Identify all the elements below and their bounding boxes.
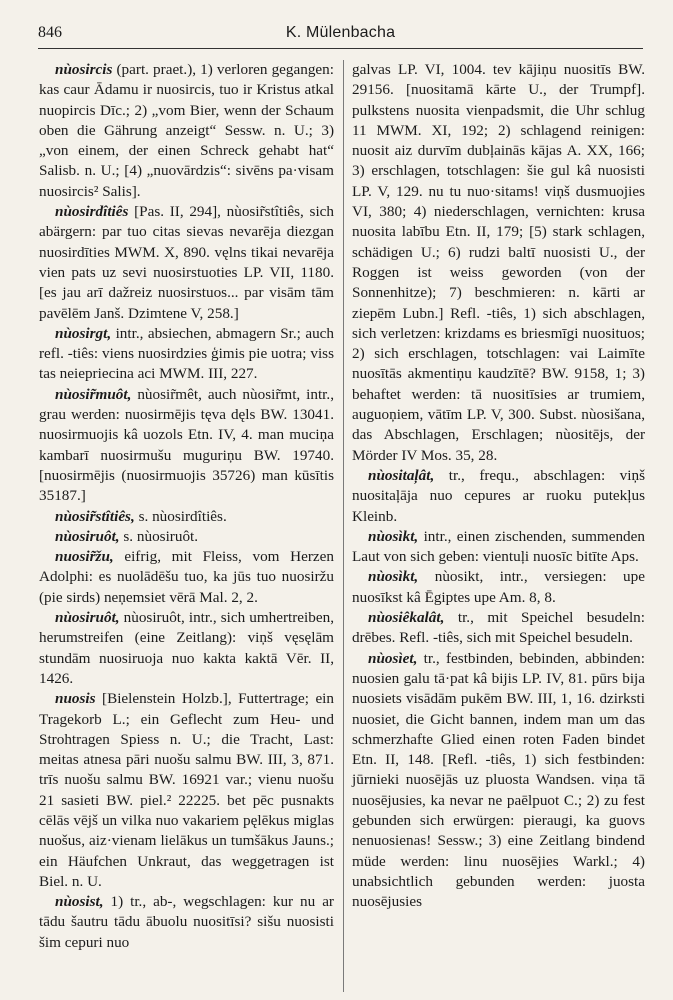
entry-text: intr., einen zischenden, summenden Laut von sich geben: vientuļi nuosīc bitīte Aps. xyxy=(352,527,649,566)
entry-headword: nùosìet, xyxy=(368,649,418,667)
entry-headword: nùosìkt, xyxy=(368,527,419,545)
dictionary-entry xyxy=(39,608,338,689)
right-column xyxy=(352,60,649,990)
entry-headword: nùosìkt, xyxy=(368,568,419,586)
dictionary-entry xyxy=(352,567,649,608)
entry-text: tr., festbinden, bebinden, abbinden: nuosien galu tā·pat kâ bijis LP. IV, 81. pūrs bija nuosiets visādām pukēm BW. III, 1, 16. dzirksti nuosiet, die Gicht bannen, indem man um das schmerzhafte Glied einen roten Faden bindet Etn. II, 148. [Refl. -tiês, 1) sich festbinden: jūrnieki nuosējās uz pluosta Wandsen. viņa tā nuosējusies, ka nevar ne paēlpuot C.; 2) zu fest gebunden sich erwürgen: pieraugi, ka guovs nenuosienas! Sessw.; 3) eine Zeitlang bindend müde werden: linu nuosējies Warkl.; 4) unabsichtlich gebunden werden: juosta nuosējusies xyxy=(352,649,649,911)
entry-text: [Bielenstein Holzb.], Futtertrage; ein Tragekorb L.; ein Geflecht zum Heu- und Strohtragen Spiess n. U.; die Tracht, Last: meitas atnesa pāri nuošu salmu BW. III, 3, 871. trīs nuošu salmu BW. 16921 var.; vienu nuošu 21 sasieti BW. piel.² 22225. bet pēc pusnakts cēlās vējš un vilka nuo vakariem pęlēkus miglas nuošus, aiz·vienam lielākus un tumšākus Jauns.; ein Häufchen Unkraut, das weggetragen ist Biel. n. U. xyxy=(39,690,338,890)
entry-headword: nùosir̃stîtiês, xyxy=(55,507,135,525)
entry-text: s. nùosirdîtiês. xyxy=(134,507,227,525)
entry-text: nùosir̃mêt, auch nùosir̃mt, intr., grau werden: nuosirmējis tęva dęls BW. 13041. nuosirmuojis kâ uozols Etn. IV, 4. man muciņa kambarī nuosirmušu muguriņu BW. 19740. [nuosirmējis (nuosirmuojis 35726) man kūsītis 35187.] xyxy=(39,385,338,505)
entry-headword: nuosir̃žu, xyxy=(55,548,114,566)
entry-headword: nùosiêkalât, xyxy=(368,609,445,627)
running-head: K. Mülenbacha xyxy=(285,24,396,41)
entry-headword: nùosirgt, xyxy=(55,324,112,342)
entry-text: (part. praet.), 1) verloren gegangen: kas caur Ādamu ir nuosircis, tuo ir Kristus atkal nuopircis Dīc.; 2) „vom Bier, wenn der Schaum oben die Gährung anzeigt“ Sessw. n. U.; 3) „von einem, der einen Schreck gehabt hat“ Salisb. n. U.; [4) „nuovārdzis“: sivēns pa·visam nuosircis² Salis]. xyxy=(39,61,338,200)
dictionary-entry xyxy=(39,60,338,202)
entry-text: galvas LP. VI, 1004. tev kājiņu nuositīs BW. 29156. [nuositamā kārte U., der Trumpf]. pulkstens nuosita vienpadsmit, die Uhr schlug 11 MWM. XI, 192; 2) schlagend reinigen: nuosit aiz durvīm dubļainās kājas A. XX, 166; 3) erschlagen, totschlagen: šie gul kâ nuosisti LP. V, 129. nu tu nuo·sitams! viņš dusmuojies VI, 380; 4) niederschlagen, vernichten: krusa nuosita labību Etn. II, 179; [5) stark schlagen, schädigen U.; 6) rudzi baltī nuosisti U., der Roggen ist weiss geworden (von der Sonnenhitze); 7) beschmieren: n. kārti ar ziepēm Lubn.] Refl. -tiês, 1) sich abschlagen, sich verletzen: krizdams es briesmīgi nuosituos; 2) sich erschlagen, totschlagen: vai Laimīte nuosītās akmentiņu kaudzītē? BW. 9158, 1; 3) behaftet werden: tā nuositīsies ar trumiem, auguoņiem, vātīm LP. V, 300. Subst. nùosišana, das Abschlagen, Erschlagen; nùositējs, der Mörder IV Mos. 35, 28. xyxy=(352,61,649,464)
dictionary-entry xyxy=(352,60,649,466)
entry-headword: nuosis xyxy=(55,690,96,708)
dictionary-entry xyxy=(352,527,649,568)
entry-text: nùosiruôt, intr., sich umhertreiben, herumstreifen (eine Zeitlang): viņš vęsęlām stundām nuosiruoja nuo kakta kaktā Vēr. II, 1426. xyxy=(39,609,338,687)
entry-headword: nùosist, xyxy=(55,893,104,911)
dictionary-entry xyxy=(39,324,338,385)
entry-headword: nùositaļât, xyxy=(368,466,435,484)
entry-text: 1) tr., ab-, wegschlagen: kur nu ar tādu šautru tādu ābuolu nuositīsi? sišu nuosisti šim cepuri nuo xyxy=(39,893,338,951)
column-divider xyxy=(343,60,344,992)
dictionary-entry xyxy=(39,527,334,547)
dictionary-entry xyxy=(352,649,649,913)
dictionary-entry xyxy=(352,608,649,649)
dictionary-entry xyxy=(39,547,338,608)
entry-headword: nùosiruôt, xyxy=(55,527,120,545)
dictionary-entry xyxy=(39,385,338,507)
left-column xyxy=(39,60,338,990)
entry-text: intr., absiechen, abmagern Sr.; auch refl. -tiês: viens nuosirdzies ģimis pie uotra; viss tas neiepriecina aci MWM. III, 227. xyxy=(39,324,338,383)
entry-text: eifrig, mit Fleiss, vom Herzen Adolphi: es nuolādēšu tuo, ka jūs tuo nuosiržu (pie sirds) neņemsiet vērā Mal. 2, 2. xyxy=(39,548,338,606)
entry-text: [Pas. II, 294], nùosir̃stîtiês, sich abärgern: par tuo citas sievas nevarēja diezgan nuosirdīties MWM. X, 890. vęlns tikai nevarēja vien pats uz sevi nuosirstuoties LP. VII, 1180. [es jau arī dažreiz nuosirstuos... par visām tām pavēlēm Janš. Dzimtene V, 258.] xyxy=(39,203,338,322)
entry-headword: nùosircis xyxy=(55,61,113,78)
entry-text: s. nùosiruôt. xyxy=(119,527,199,545)
page-number: 846 xyxy=(38,24,62,41)
entry-headword: nùosir̃muôt, xyxy=(55,385,132,403)
dictionary-entry xyxy=(39,689,338,892)
entry-headword: nùosiruôt, xyxy=(55,609,120,627)
entry-text: nùosikt, intr., versiegen: upe nuosīkst kâ Ēgiptes upe Am. 8, 8. xyxy=(352,568,649,606)
dictionary-entry xyxy=(39,507,334,527)
dictionary-entry xyxy=(39,202,338,324)
dictionary-entry xyxy=(352,466,649,527)
entry-text: tr., mit Speichel besudeln: drēbes. Refl. -tiês, sich mit Speichel besudeln. xyxy=(352,609,649,647)
page-header xyxy=(38,22,643,49)
entry-text: tr., frequ., abschlagen: viņš nuositaļāja nuo cepures ar ruoku putekļus Kleinb. xyxy=(352,466,649,525)
dictionary-entry xyxy=(39,892,338,953)
entry-headword: nùosirdîtiês xyxy=(55,203,129,221)
